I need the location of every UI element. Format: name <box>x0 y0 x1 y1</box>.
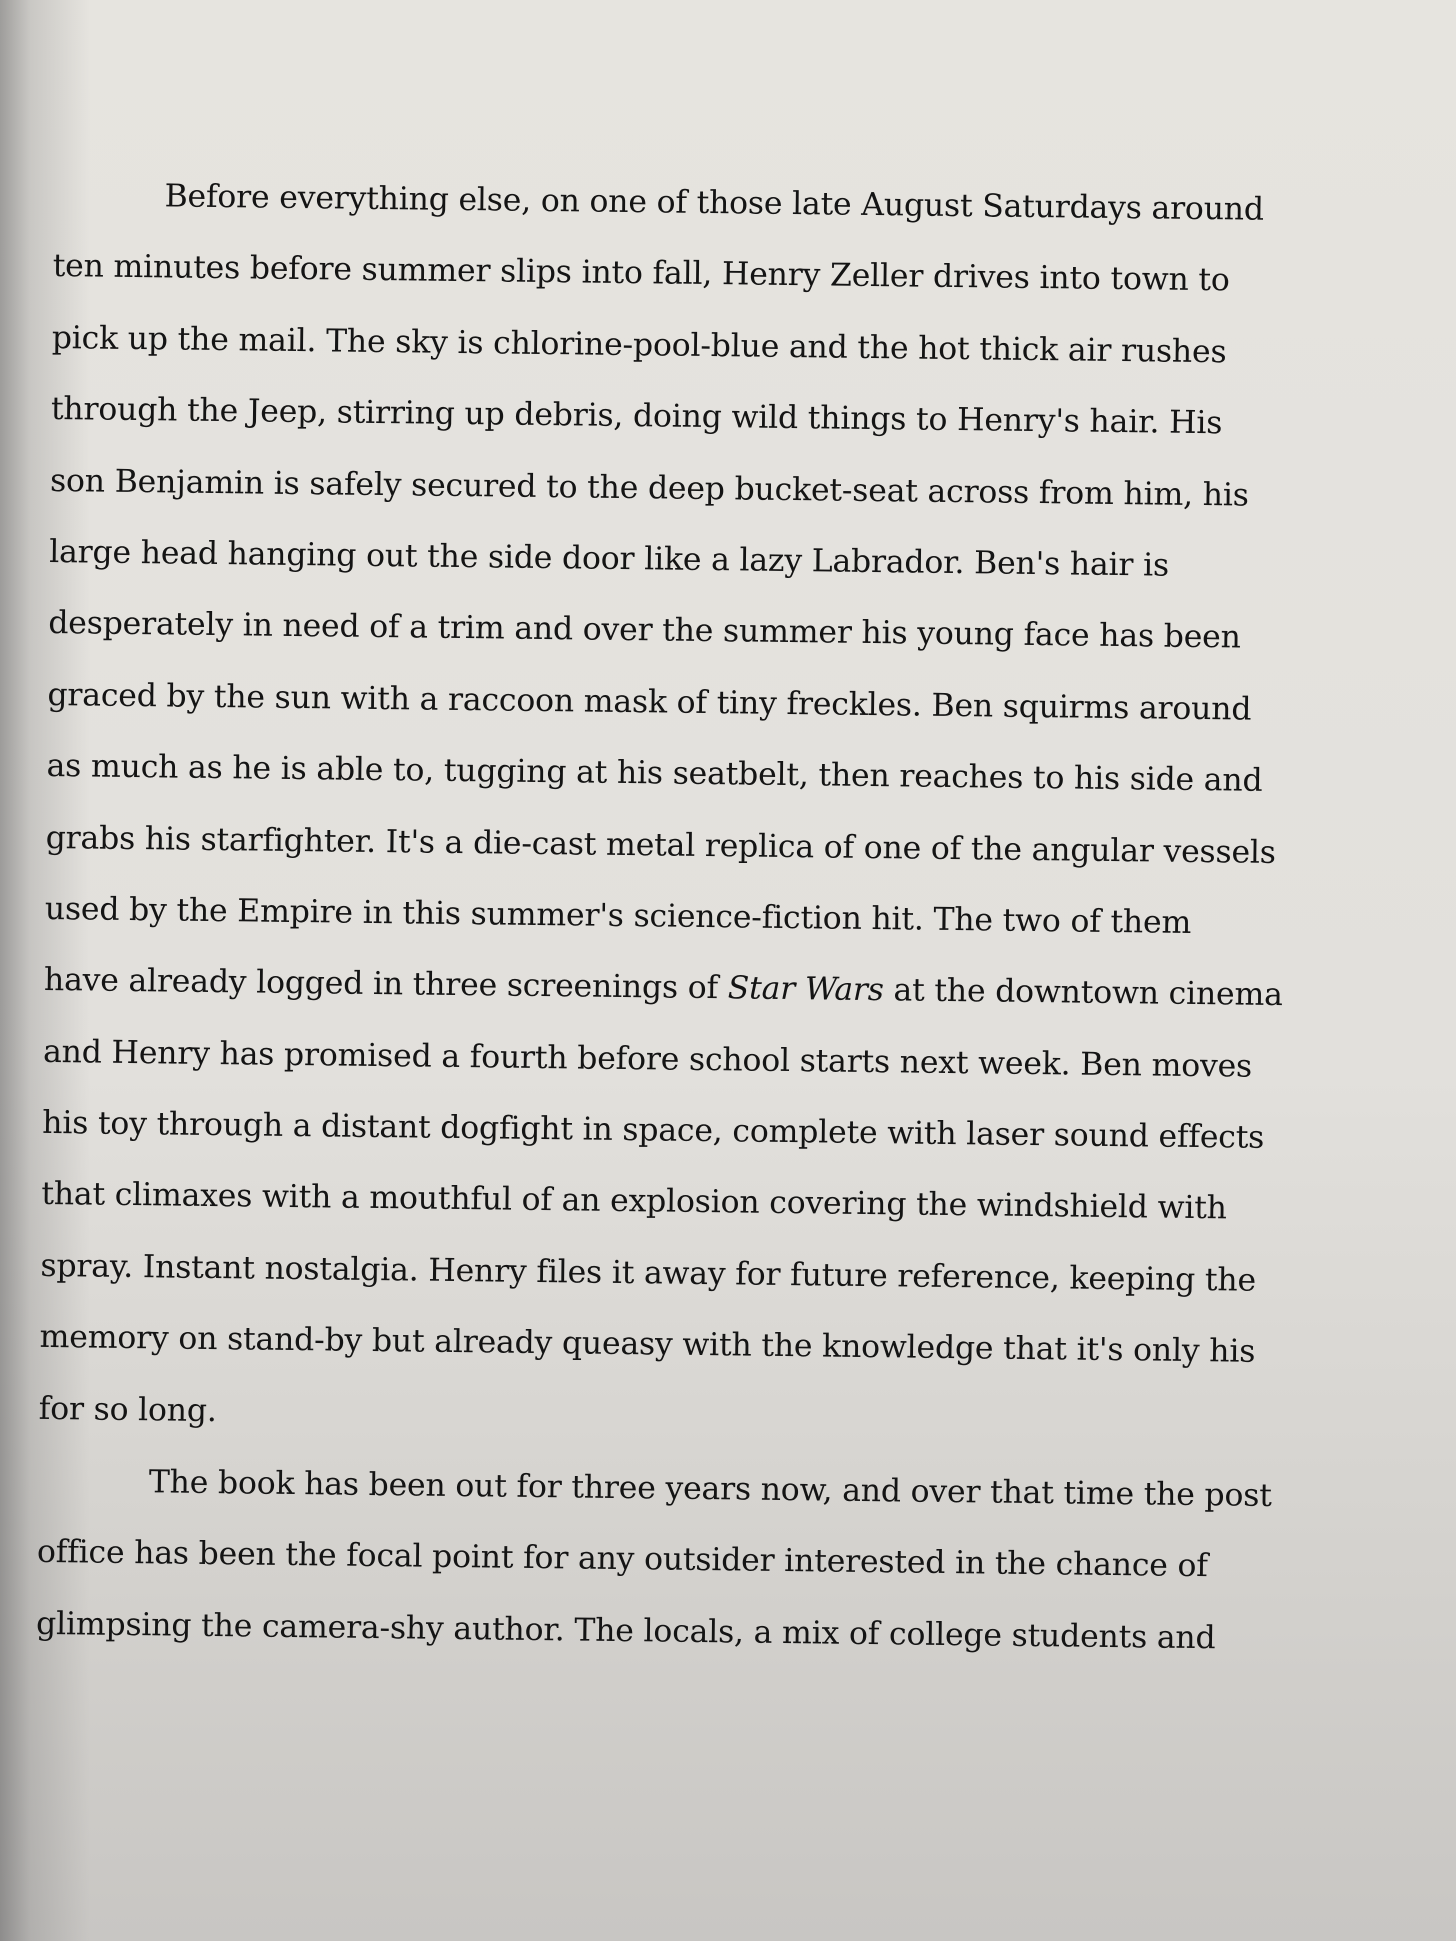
text-segment: have already logged in three screenings of <box>43 962 729 1007</box>
text-line: that climaxes with a mouthful of an explosion covering the windshield with <box>41 1176 1227 1227</box>
text-line: Before everything else, on one of those late August Saturdays around <box>164 178 1265 228</box>
text-line: ten minutes before summer slips into fall, Henry Zeller drives into town to <box>52 248 1230 299</box>
text-line: his toy through a distant dogfight in space, complete with laser sound effects <box>42 1105 1265 1156</box>
text-line: for so long. <box>38 1390 217 1429</box>
text-line: office has been the focal point for any outsider interested in the chance of <box>36 1534 1208 1585</box>
paragraph-1 <box>38 160 1399 1461</box>
text-line: desperately in need of a trim and over the summer his young face has been <box>48 605 1241 656</box>
text-line: spray. Instant nostalgia. Henry files it away for future reference, keeping the <box>40 1247 1257 1299</box>
body-text <box>36 160 1399 1677</box>
paragraph-2 <box>36 1446 1384 1677</box>
text-line: grabs his starfighter. It's a die-cast metal replica of one of the angular vessels <box>45 819 1276 871</box>
text-line: graced by the sun with a raccoon mask of tiny freckles. Ben squirms around <box>47 676 1252 728</box>
text-segment: at the downtown cinema <box>883 972 1283 1014</box>
text-line: memory on stand-by but already queasy with the knowledge that it's only his <box>39 1319 1256 1371</box>
text-line: The book has been out for three years now, and over that time the post <box>148 1464 1272 1515</box>
text-line: large head hanging out the side door like a lazy Labrador. Ben's hair is <box>48 533 1170 584</box>
text-line: as much as he is able to, tugging at his seatbelt, then reaches to his side and <box>46 748 1263 799</box>
text-line: son Benjamin is safely secured to the deep bucket-seat across from him, his <box>49 462 1249 514</box>
text-line: used by the Empire in this summer's science-fiction hit. The two of them <box>44 890 1192 941</box>
text-line: and Henry has promised a fourth before school starts next week. Ben moves <box>42 1033 1253 1085</box>
text-line: through the Jeep, stirring up debris, doing wild things to Henry's hair. His <box>50 391 1223 442</box>
text-line: glimpsing the camera-shy author. The locals, a mix of college students and <box>35 1605 1216 1657</box>
film-title: Star Wars <box>727 970 884 1009</box>
text-line: pick up the mail. The sky is chlorine-pool-blue and the hot thick air rushes <box>51 319 1227 371</box>
